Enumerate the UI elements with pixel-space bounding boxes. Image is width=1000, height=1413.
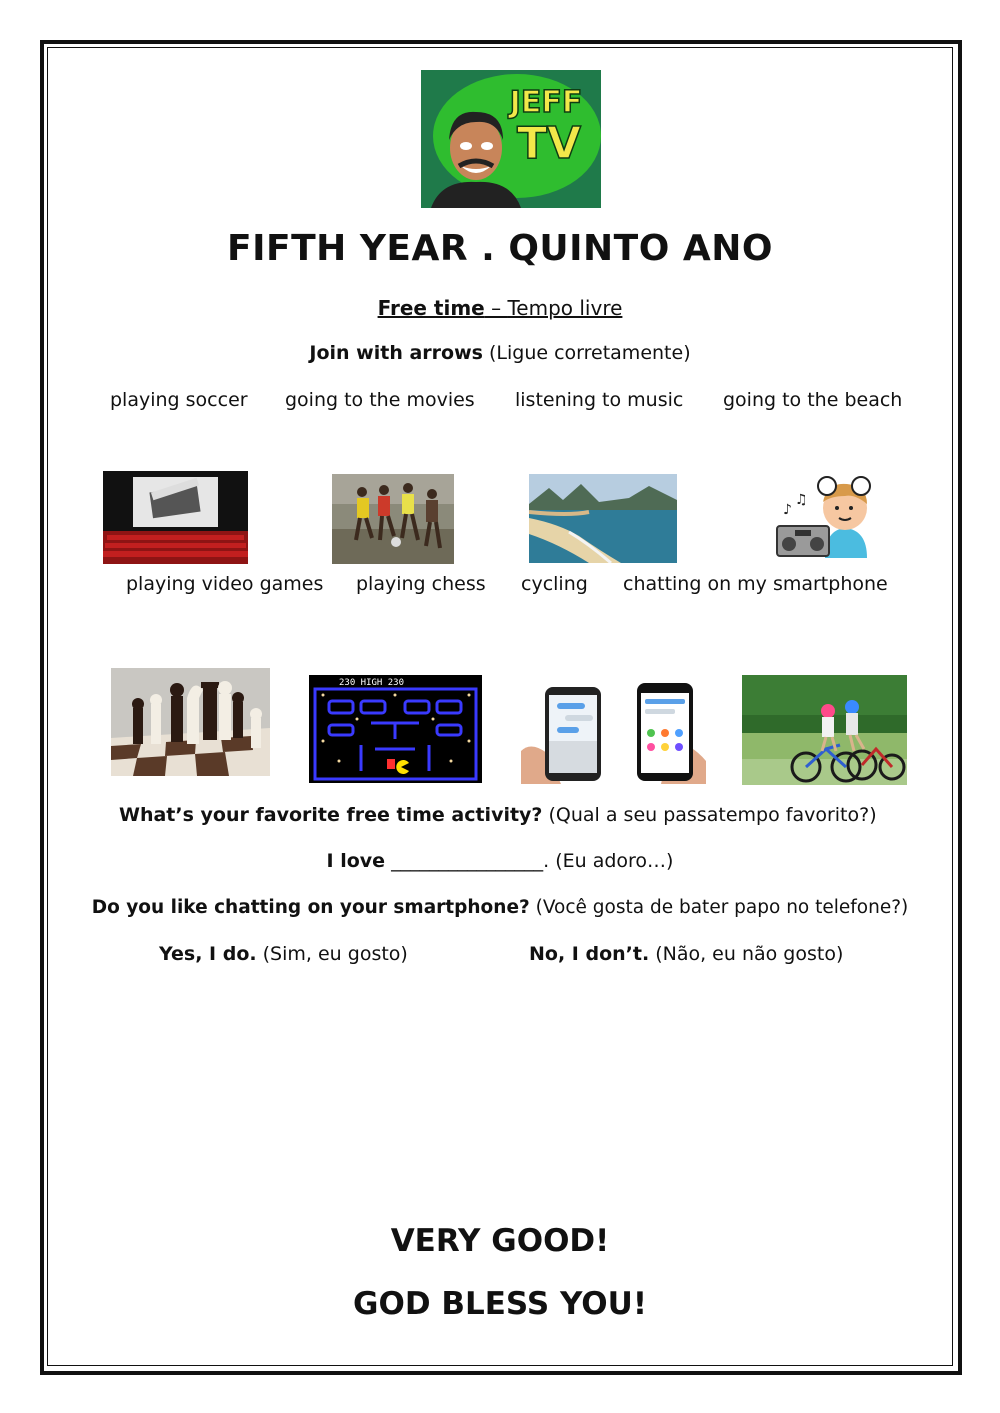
question-favorite-activity <box>119 804 877 826</box>
smartphone-chat-image <box>521 681 706 784</box>
logo-text-jeff: JEFF <box>509 85 583 120</box>
yes-normal: (Sim, eu gosto) <box>256 943 408 965</box>
instruction-normal: (Ligue corretamente) <box>482 342 691 364</box>
subtitle-bold: Free time <box>377 296 485 320</box>
subtitle-dash: – <box>484 296 508 320</box>
soccer-image <box>332 474 454 564</box>
answer-no <box>529 943 843 965</box>
instruction <box>0 342 1000 364</box>
svg-text:♪: ♪ <box>783 502 792 518</box>
answer1-blank[interactable]: ________________ <box>385 850 544 872</box>
subtitle-normal: Tempo livre <box>507 296 623 320</box>
word-playing-soccer: playing soccer <box>110 389 248 411</box>
answer-yes <box>159 943 408 965</box>
word-cycling: cycling <box>521 573 588 595</box>
beach-image <box>529 474 677 563</box>
pacman-game-image <box>309 675 482 783</box>
word-going-to-the-beach: going to the beach <box>723 389 903 411</box>
instruction-bold: Join with arrows <box>309 342 483 364</box>
question2-bold: Do you like chatting on your smartphone? <box>91 897 530 918</box>
word-listening-to-music: listening to music <box>515 389 684 411</box>
closing-god-bless-you: GOD BLESS YOU! <box>353 1286 647 1322</box>
answer1-normal: . (Eu adoro…) <box>543 850 674 872</box>
question1-normal: (Qual a seu passatempo favorito?) <box>542 804 877 826</box>
question1-bold: What’s your favorite free time activity? <box>119 804 543 826</box>
chess-image <box>111 668 270 776</box>
game-score-text: 230 HIGH 230 <box>339 678 405 688</box>
answer1-bold: I love <box>326 850 386 872</box>
section-subtitle <box>0 296 1000 320</box>
no-normal: (Não, eu não gosto) <box>649 943 844 965</box>
jeff-tv-logo <box>421 70 601 208</box>
word-chatting-on-my-smartphone: chatting on my smartphone <box>623 573 888 595</box>
question2-normal: (Você gosta de bater papo no telefone?) <box>529 897 909 918</box>
no-bold: No, I don’t. <box>529 943 650 965</box>
movie-theater-image <box>103 471 248 564</box>
yes-bold: Yes, I do. <box>159 943 257 965</box>
page-title: FIFTH YEAR . QUINTO ANO <box>227 228 773 269</box>
question-chatting-smartphone <box>0 897 1000 918</box>
svg-text:♫: ♫ <box>795 492 808 508</box>
logo-text-tv: TV <box>516 118 582 169</box>
closing-very-good: VERY GOOD! <box>390 1223 610 1259</box>
answer-i-love <box>0 850 1000 872</box>
cycling-kids-image <box>742 675 907 785</box>
music-boombox-image <box>775 474 871 558</box>
word-playing-chess: playing chess <box>356 573 486 595</box>
word-going-to-the-movies: going to the movies <box>285 389 475 411</box>
word-playing-video-games: playing video games <box>126 573 324 595</box>
